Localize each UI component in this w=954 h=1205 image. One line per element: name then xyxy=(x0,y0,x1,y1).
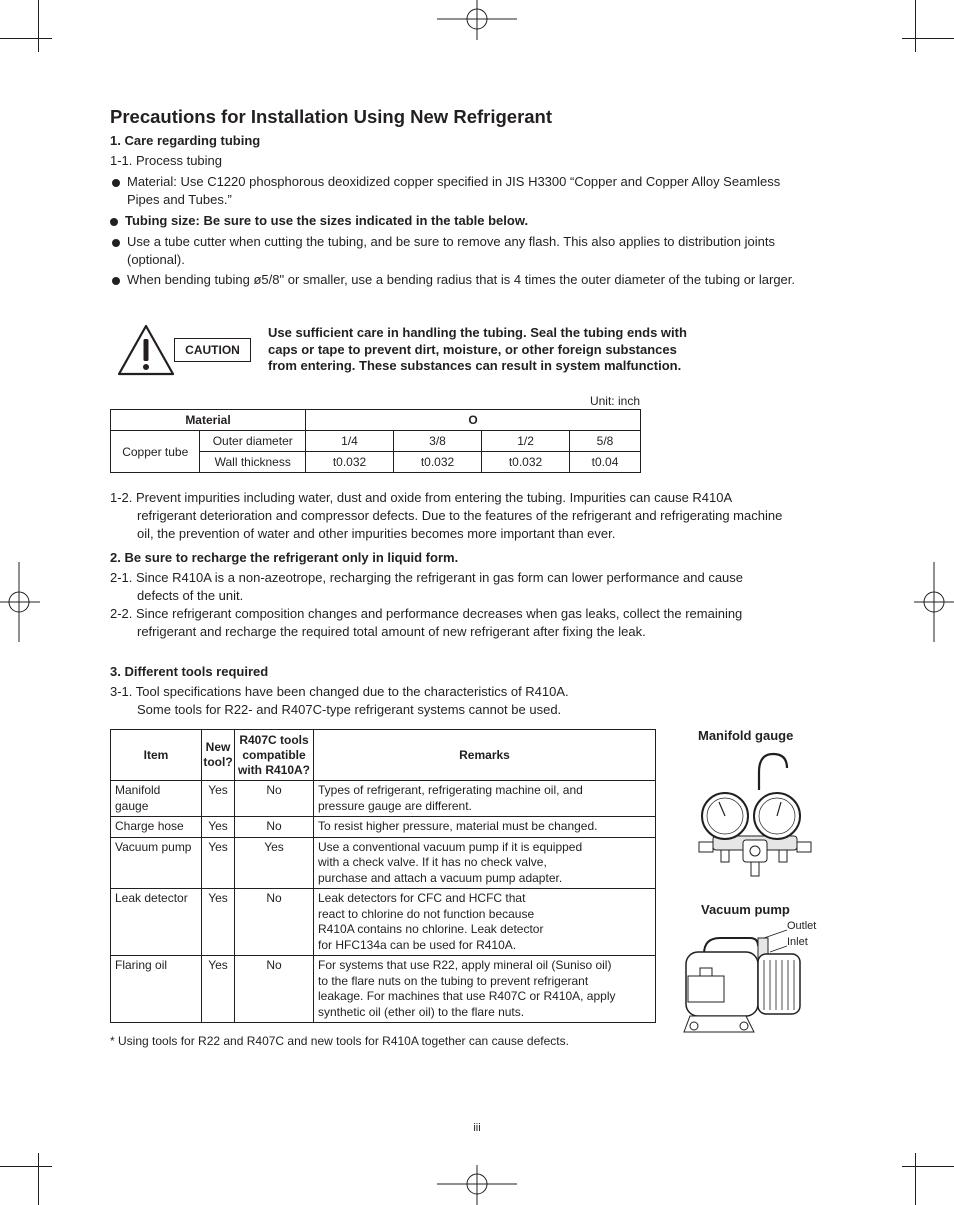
table-row: Flaring oil Yes No For systems that use R22, apply mineral oil (Suniso oil) to the flare nuts on the tubing to prevent refrigerant leakage. For machines that use R407C or R410A, apply synthetic oil (ether oil) to the flare nuts. xyxy=(111,956,656,1023)
vacuum-pump-illustration xyxy=(680,924,805,1039)
paragraph-1-2: 1-2. Prevent impurities including water, dust and oxide from entering the tubing. Impurities can cause R410A refrigerant deterioration and compressor defects. Due to the features of the refrigerant and refrigerating machine oil, the prevention of water and other impurities becomes more important than ever. xyxy=(110,490,783,541)
table-cell: t0.04 xyxy=(570,452,641,473)
table-cell: t0.032 xyxy=(482,452,570,473)
caution-label: CAUTION xyxy=(174,338,251,362)
tools-table xyxy=(110,729,656,1023)
paragraph-2-2: 2-2. Since refrigerant composition changes and performance decreases when gas leaks, collect the remaining refrigerant and recharge the required total amount of new refrigerant after fixing the leak. xyxy=(110,606,743,639)
copper-tube-label: Copper tube xyxy=(111,431,200,473)
table-row: Charge hose Yes No To resist higher pressure, material must be changed. xyxy=(111,817,656,838)
outer-diameter-label: Outer diameter xyxy=(200,431,306,452)
table-cell: t0.032 xyxy=(394,452,482,473)
header-new-tool: New tool? xyxy=(202,730,235,781)
page-title: Precautions for Installation Using New Refrigerant xyxy=(110,106,553,127)
header-remarks: Remarks xyxy=(314,730,656,781)
manifold-gauge-illustration xyxy=(695,750,815,885)
footnote: * Using tools for R22 and R407C and new tools for R410A together can cause defects. xyxy=(110,1034,569,1048)
table-cell: 5/8 xyxy=(570,431,641,452)
wall-thickness-label: Wall thickness xyxy=(200,452,306,473)
paragraph-3-1: 3-1. Tool specifications have been changed due to the characteristics of R410A. Some tools for R22- and R407C-type refrigerant systems cannot be used. xyxy=(110,684,569,717)
registration-mark-right xyxy=(914,562,954,642)
paragraph-2-1: 2-1. Since R410A is a non-azeotrope, recharging the refrigerant in gas form can lower performance and cause defects of the unit. xyxy=(110,570,744,603)
page-number: iii xyxy=(473,1122,481,1134)
registration-mark-bottom xyxy=(437,1165,517,1205)
section-2-heading: 2. Be sure to recharge the refrigerant only in liquid form. xyxy=(110,550,459,565)
table-cell: 1/2 xyxy=(482,431,570,452)
registration-mark-top xyxy=(437,0,517,40)
tubing-size-table xyxy=(110,409,641,473)
header-material: Material xyxy=(111,410,306,431)
manifold-gauge-label: Manifold gauge xyxy=(698,728,794,743)
section-1-heading: 1. Care regarding tubing xyxy=(110,133,261,148)
warning-triangle-icon xyxy=(117,324,175,376)
section-3-heading: 3. Different tools required xyxy=(110,664,269,679)
header-item: Item xyxy=(111,730,202,781)
table-cell: t0.032 xyxy=(306,452,394,473)
subsection-1-1: 1-1. Process tubing xyxy=(110,153,223,168)
header-o: O xyxy=(306,410,641,431)
table-row: Leak detector Yes No Leak detectors for CFC and HCFC that react to chlorine do not function because R410A contains no chlorine. Leak detector for HFC134a can be used for R410A. xyxy=(111,889,656,956)
table-row: Vacuum pump Yes Yes Use a conventional vacuum pump if it is equipped with a check valve. If it has no check valve, purchase and attach a vacuum pump adapter. xyxy=(111,837,656,889)
table-cell: 3/8 xyxy=(394,431,482,452)
vacuum-pump-label: Vacuum pump xyxy=(701,902,790,917)
table-row: Manifold gauge Yes No Types of refrigerant, refrigerating machine oil, and pressure gauge are different. xyxy=(111,781,656,817)
caution-text: Use sufficient care in handling the tubing. Seal the tubing ends with caps or tape to prevent dirt, moisture, or other foreign substances from entering. These substances can result in system malfunction. xyxy=(268,325,687,373)
inlet-label: Inlet xyxy=(787,936,808,948)
header-r407c: R407C tools compatible with R410A? xyxy=(235,730,314,781)
table-cell: 1/4 xyxy=(306,431,394,452)
registration-mark-left xyxy=(0,562,40,642)
unit-label: Unit: inch xyxy=(589,394,640,408)
outlet-label: Outlet xyxy=(787,920,817,932)
